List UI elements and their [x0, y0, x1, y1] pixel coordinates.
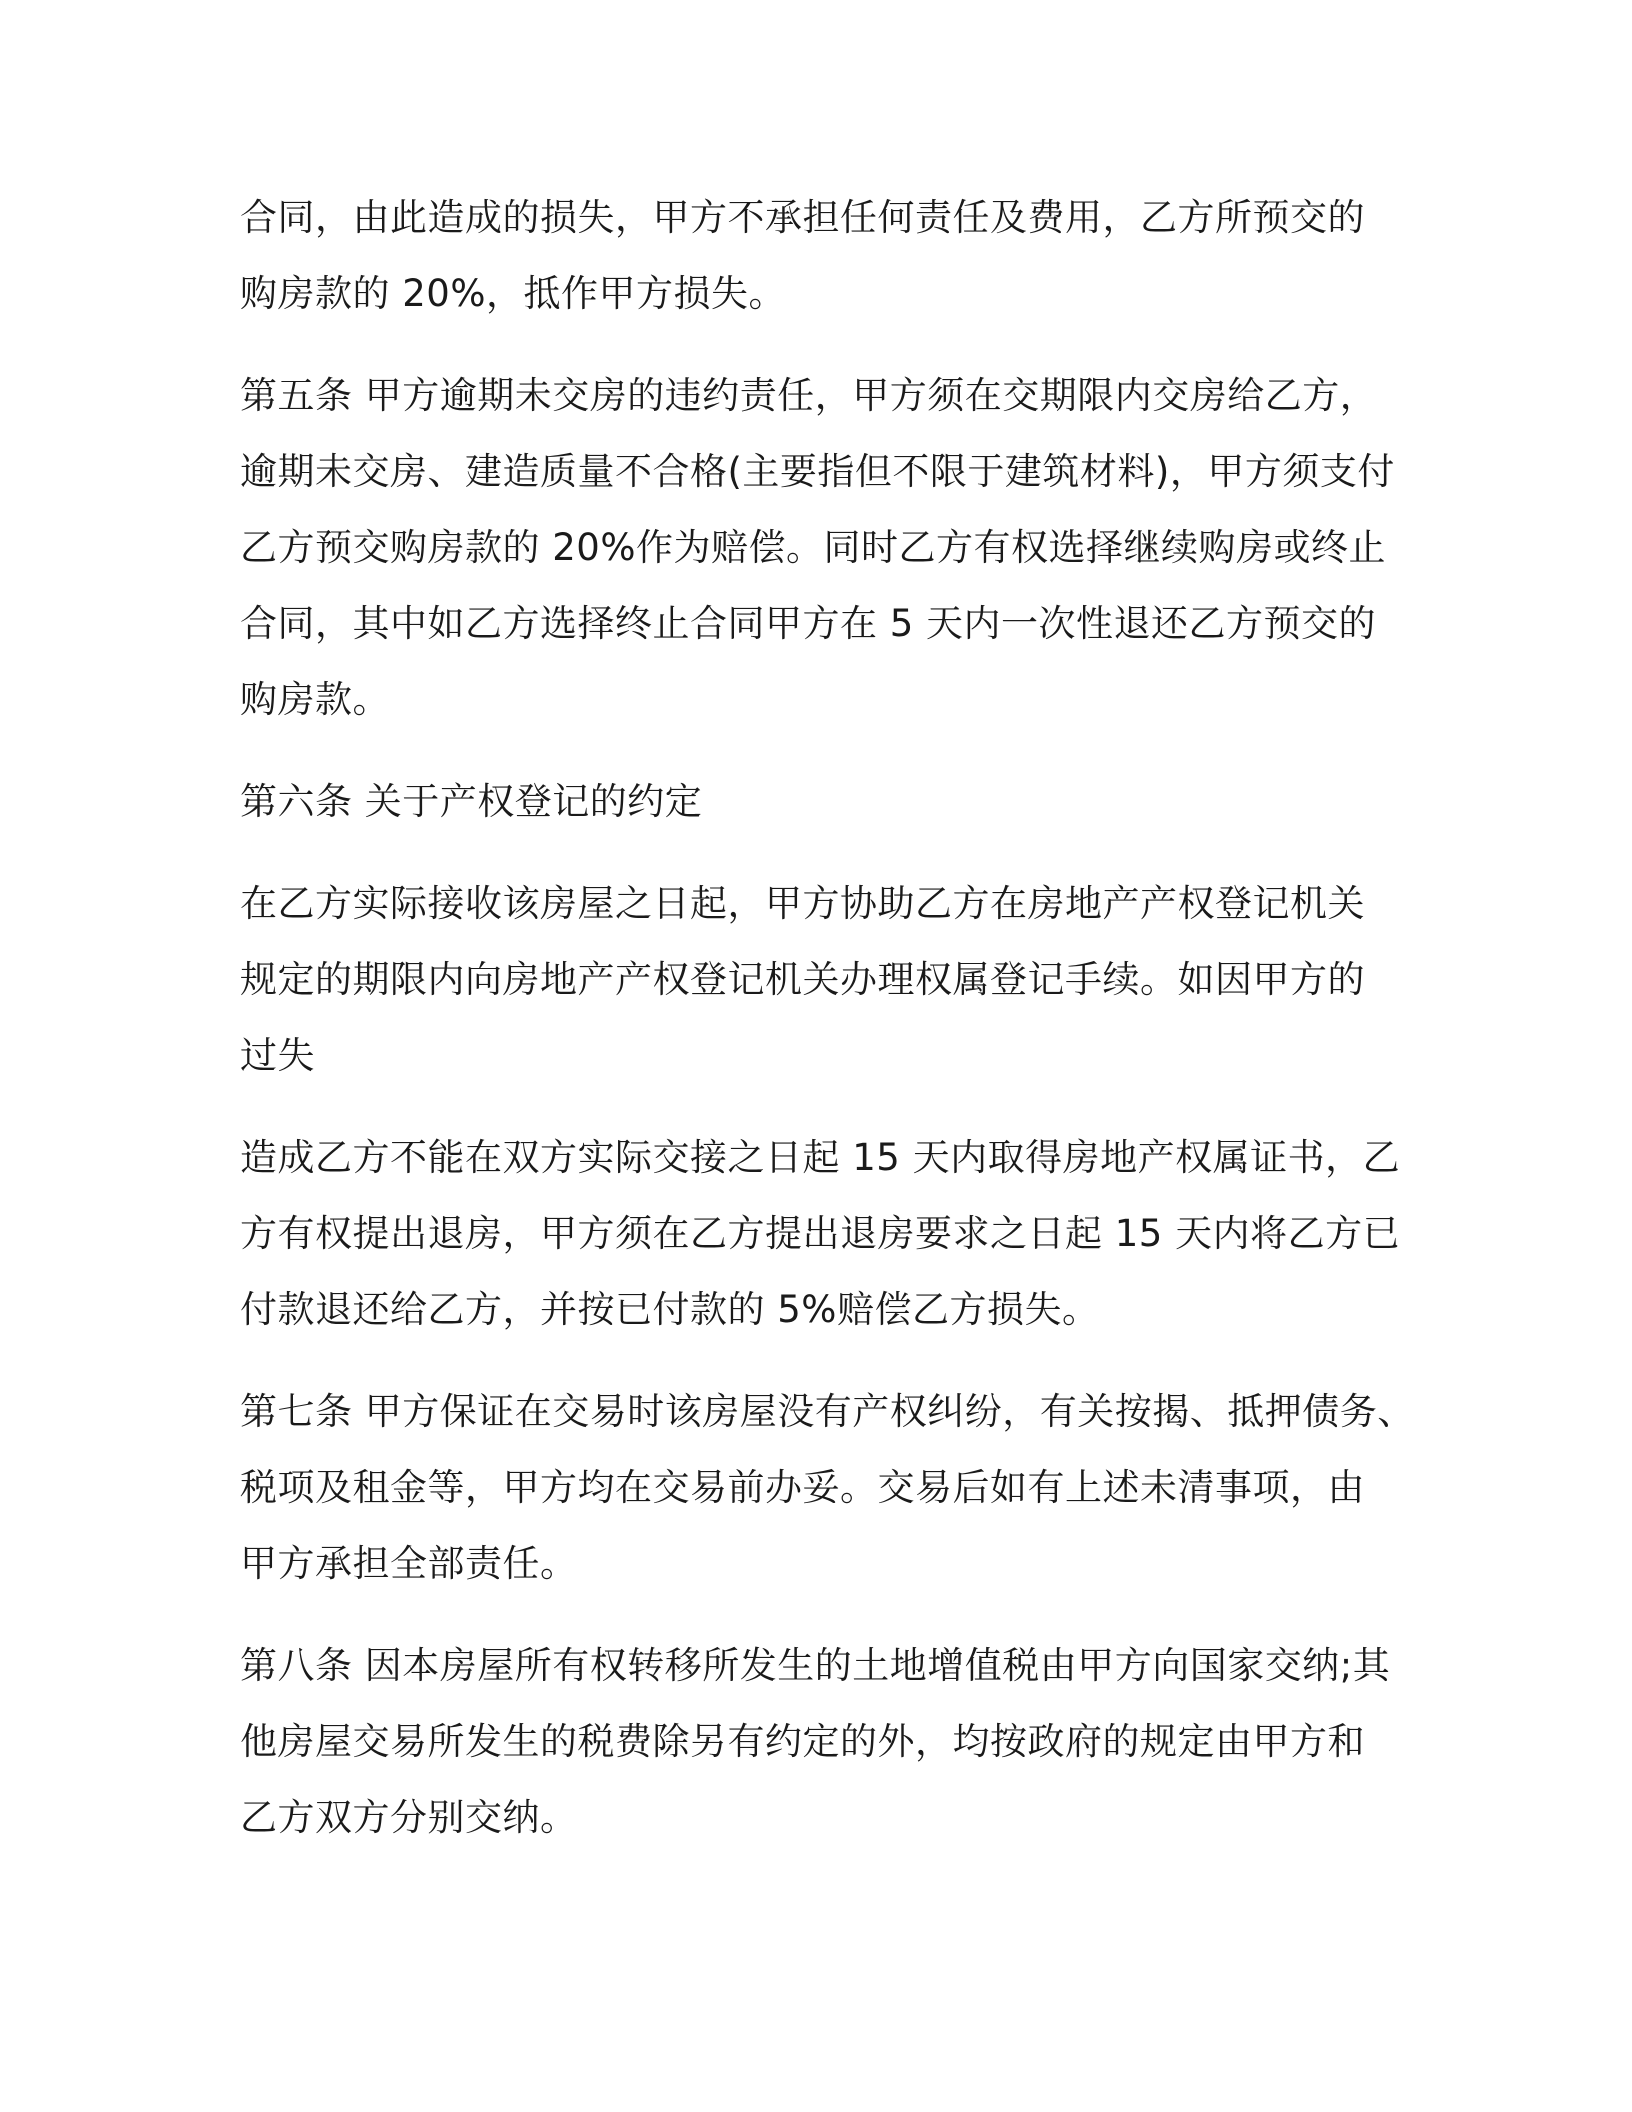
text-line: 规定的期限内向房地产产权登记机关办理权属登记手续。如因甲方的 [240, 958, 1365, 1001]
paragraph-article-7 [240, 1374, 1415, 1602]
text-line: 造成乙方不能在双方实际交接之日起 15 天内取得房地产权属证书，乙 [240, 1136, 1401, 1179]
text-line: 方有权提出退房，甲方须在乙方提出退房要求之日起 15 天内将乙方已 [240, 1212, 1401, 1255]
text-line: 乙方双方分别交纳。 [240, 1796, 578, 1839]
text-line: 第五条 甲方逾期未交房的违约责任，甲方须在交期限内交房给乙方， [240, 374, 1378, 417]
text-line: 过失 [240, 1034, 315, 1077]
paragraph-article-6-refund [240, 1120, 1410, 1348]
text-line: 第七条 甲方保证在交易时该房屋没有产权纠纷，有关按揭、抵押债务、 [240, 1390, 1415, 1433]
paragraph-penalty-continuation [240, 180, 1410, 332]
paragraph-article-6-heading [240, 764, 1410, 840]
text-line: 购房款。 [240, 678, 390, 721]
text-line: 甲方承担全部责任。 [240, 1542, 578, 1585]
text-line: 第六条 关于产权登记的约定 [240, 780, 703, 823]
text-line: 合同，其中如乙方选择终止合同甲方在 5 天内一次性退还乙方预交的 [240, 602, 1377, 645]
text-line: 在乙方实际接收该房屋之日起，甲方协助乙方在房地产产权登记机关 [240, 882, 1365, 925]
text-line: 逾期未交房、建造质量不合格(主要指但不限于建筑材料)，甲方须支付 [240, 450, 1395, 493]
text-line: 购房款的 20%，抵作甲方损失。 [240, 272, 786, 315]
text-line: 合同，由此造成的损失，甲方不承担任何责任及费用，乙方所预交的 [240, 196, 1365, 239]
document-body [240, 180, 1415, 1882]
paragraph-article-6-body [240, 866, 1410, 1094]
paragraph-article-5 [240, 358, 1410, 738]
paragraph-article-8 [240, 1628, 1410, 1856]
text-line: 第八条 因本房屋所有权转移所发生的土地增值税由甲方向国家交纳;其 [240, 1644, 1391, 1687]
text-line: 他房屋交易所发生的税费除另有约定的外，均按政府的规定由甲方和 [240, 1720, 1365, 1763]
text-line: 付款退还给乙方，并按已付款的 5%赔偿乙方损失。 [240, 1288, 1100, 1331]
text-line: 税项及租金等，甲方均在交易前办妥。交易后如有上述未清事项，由 [240, 1466, 1365, 1509]
text-line: 乙方预交购房款的 20%作为赔偿。同时乙方有权选择继续购房或终止 [240, 526, 1386, 569]
